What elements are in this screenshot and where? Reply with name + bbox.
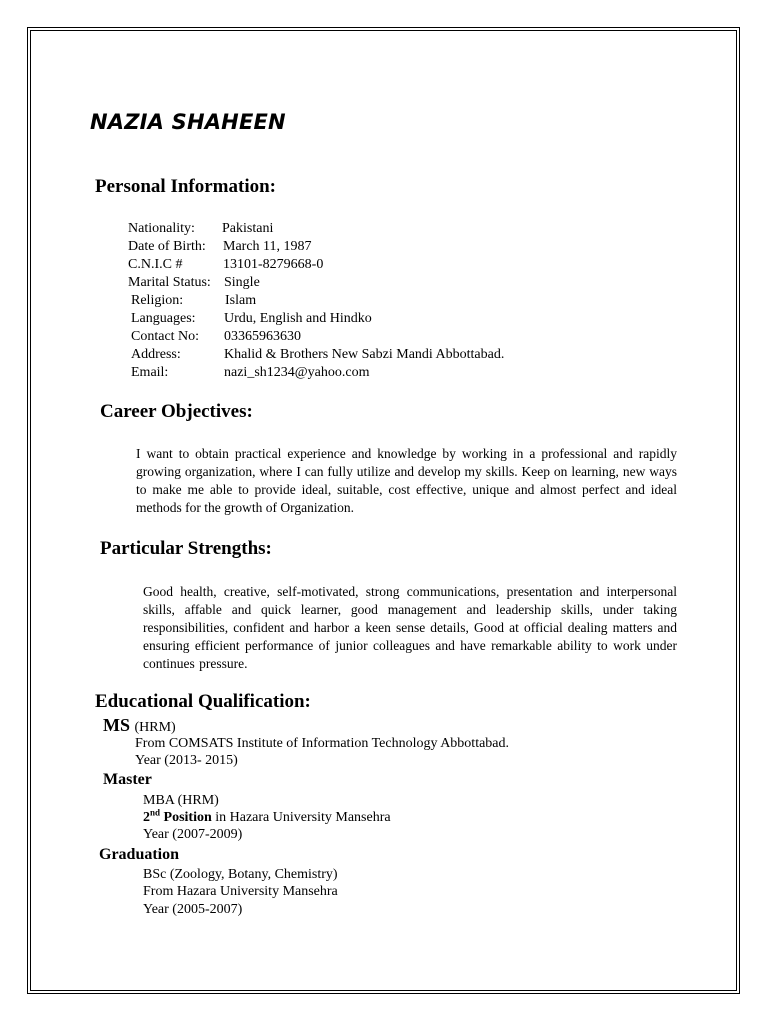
info-label: C.N.I.C # <box>128 257 183 272</box>
position-rest: in Hazara University Mansehra <box>211 810 391 825</box>
position-suffix: nd <box>150 807 161 818</box>
ms-subtitle: (HRM) <box>134 720 176 735</box>
graduation-year: Year (2005-2007) <box>143 902 243 917</box>
info-value: nazi_sh1234@yahoo.com <box>224 365 370 380</box>
graduation-institution: From Hazara University Mansehra <box>143 884 338 899</box>
info-value: Khalid & Brothers New Sabzi Mandi Abbottabad. <box>224 347 505 362</box>
info-label: Marital Status: <box>128 275 211 290</box>
info-value: 13101-8279668-0 <box>223 257 324 272</box>
info-label: Nationality: <box>128 221 195 236</box>
info-label: Date of Birth: <box>128 239 206 254</box>
info-value: Pakistani <box>222 221 274 236</box>
particular-strengths-heading: Particular Strengths: <box>100 538 272 559</box>
master-degree: MBA (HRM) <box>143 793 219 808</box>
master-position <box>143 809 391 826</box>
career-objectives-text: I want to obtain practical experience and knowledge by working in a professional and rapidly growing organization, where I can fully utilize and develop my skills. Keep on learning, new ways to make me able to provide ideal, suitable, cost effective, unique and almost perfect and ideal methods for the growth of Organization. <box>136 446 677 515</box>
graduation-heading: Graduation <box>99 846 180 863</box>
master-heading: Master <box>103 771 152 788</box>
info-label: Religion: <box>131 293 184 308</box>
graduation-degree: BSc (Zoology, Botany, Chemistry) <box>143 867 338 882</box>
info-value: Islam <box>225 293 257 308</box>
info-label: Email: <box>131 365 169 380</box>
info-value: March 11, 1987 <box>223 239 312 254</box>
particular-strengths-text: Good health, creative, self-motivated, strong communications, presentation and interpersonal skills, affable and quick learner, good management and leadership skills, under taking responsibilities, confident and harbor a keen sense details, Good at official dealing matters and ensuring efficient performance of junior colleagues and have remarkable ability to work under continues pressure. <box>143 584 677 671</box>
info-label: Languages: <box>131 311 196 326</box>
info-value: Single <box>224 275 260 290</box>
position-number: 2 <box>143 810 150 825</box>
position-word: Position <box>163 810 212 825</box>
info-value: 03365963630 <box>224 329 301 344</box>
education-heading: Educational Qualification: <box>95 691 311 712</box>
career-objectives-heading: Career Objectives: <box>100 401 253 422</box>
candidate-name: NAZIA SHAHEEN <box>90 110 286 134</box>
personal-info-heading: Personal Information: <box>95 176 277 197</box>
ms-institution: From COMSATS Institute of Information Technology Abbottabad. <box>135 736 510 751</box>
master-year: Year (2007-2009) <box>143 827 243 842</box>
ms-title: MS <box>103 715 130 735</box>
ms-year: Year (2013- 2015) <box>135 753 238 768</box>
info-label: Contact No: <box>131 329 200 344</box>
ms-heading <box>103 715 176 736</box>
info-label: Address: <box>131 347 181 362</box>
info-value: Urdu, English and Hindko <box>224 311 372 326</box>
